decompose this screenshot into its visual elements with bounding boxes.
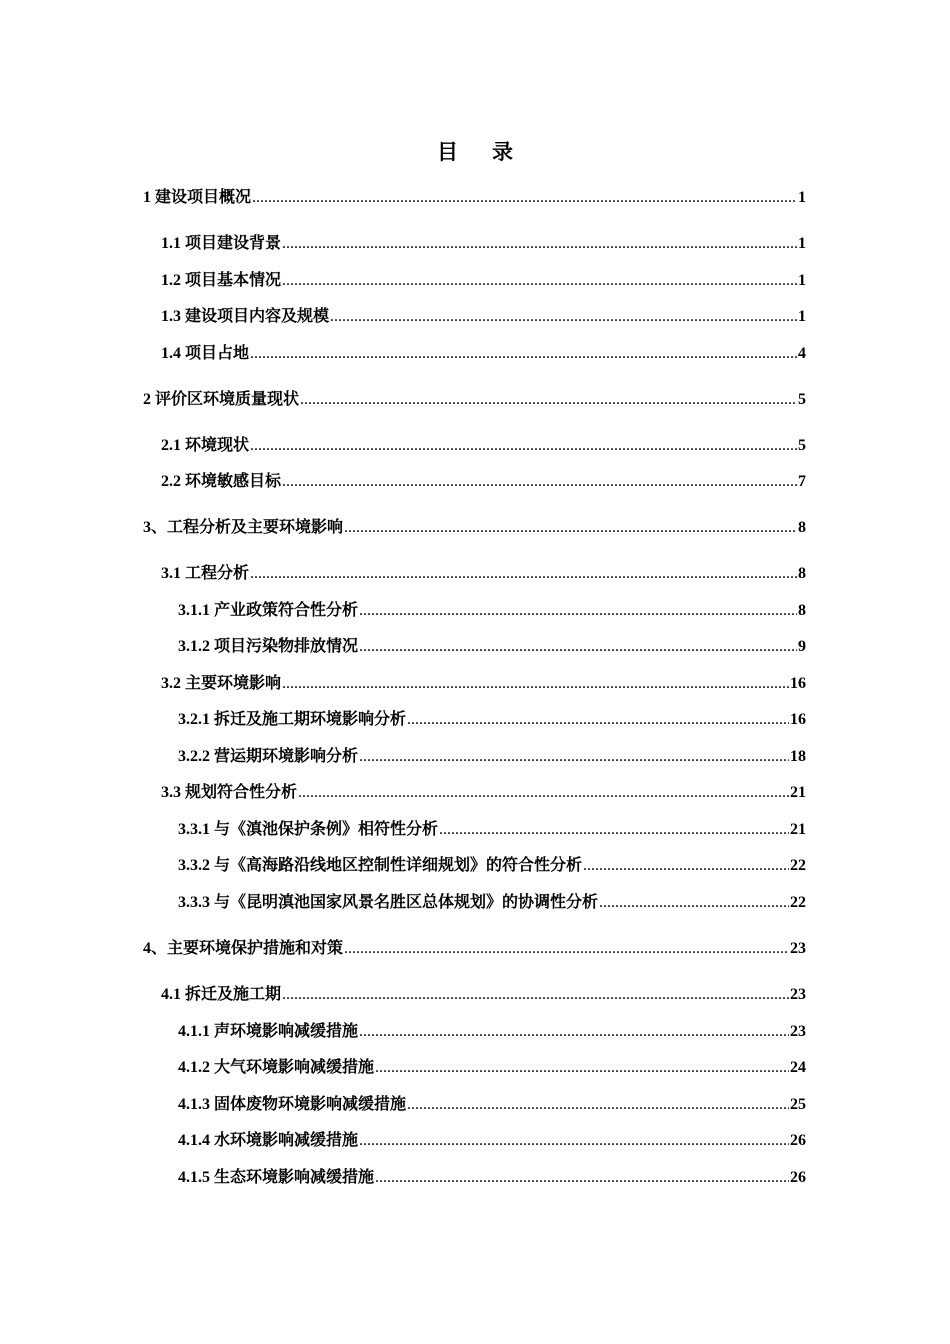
toc-entry-page: 25 [790,1096,806,1113]
dot-leader [407,1095,789,1115]
toc-entry[interactable] [178,816,806,840]
toc-entry-label: 2.2 环境敏感目标 [161,473,282,490]
toc-entry-page: 22 [790,894,806,911]
toc-entry-label: 3.3.3 与《昆明滇池国家风景名胜区总体规划》的协调性分析 [178,894,599,911]
dot-leader [250,344,797,364]
toc-entry-page: 8 [798,565,806,582]
dot-leader [282,472,797,492]
toc-entry[interactable] [178,1054,806,1078]
toc-entry-page: 4 [798,345,806,362]
toc-entry-page: 1 [798,308,806,325]
toc-entry-page: 8 [798,519,806,536]
toc-entry[interactable] [161,340,806,364]
toc-entry[interactable] [178,852,806,876]
toc-entry-page: 23 [790,986,806,1003]
toc-entry-page: 5 [798,391,806,408]
dot-leader [282,234,797,254]
toc-entry-label: 4.1.1 声环境影响减缓措施 [178,1023,359,1040]
toc-entry[interactable] [178,1127,806,1151]
toc-entry[interactable] [178,706,806,730]
toc-entry-page: 24 [790,1059,806,1076]
toc-entry[interactable] [161,560,806,584]
toc-entry[interactable] [161,670,806,694]
toc-entry-page: 8 [798,602,806,619]
toc-entry-label: 4.1.3 固体废物环境影响减缓措施 [178,1096,407,1113]
dot-leader [375,1058,789,1078]
toc-entry-page: 18 [790,748,806,765]
dot-leader [300,390,797,410]
dot-leader [359,1131,789,1151]
toc-entry[interactable] [178,743,806,767]
toc-entry-label: 3.1.2 项目污染物排放情况 [178,638,359,655]
toc-entry-label: 1.1 项目建设背景 [161,235,282,252]
toc-entry-page: 9 [798,638,806,655]
dot-leader [359,747,789,767]
toc-entry[interactable] [161,468,806,492]
toc-entry-label: 3.2.1 拆迁及施工期环境影响分析 [178,711,407,728]
toc-entry-page: 23 [790,940,806,957]
toc-entry-page: 16 [790,675,806,692]
dot-leader [599,893,789,913]
dot-leader [250,564,797,584]
toc-entry[interactable] [178,1091,806,1115]
toc-entry-page: 16 [790,711,806,728]
toc-entry-label: 3.2 主要环境影响 [161,675,282,692]
toc-entry-label: 1.4 项目占地 [161,345,250,362]
toc-entry-page: 26 [790,1169,806,1186]
toc-entry[interactable] [178,889,806,913]
toc-entry-page: 21 [790,784,806,801]
toc-entry-page: 23 [790,1023,806,1040]
toc-entry[interactable] [161,432,806,456]
dot-leader [359,637,797,657]
dot-leader [359,1022,789,1042]
toc-entry-label: 1 建设项目概况 [143,189,252,206]
dot-leader [330,307,797,327]
toc-entry[interactable] [143,184,806,208]
toc-entry-label: 4.1 拆迁及施工期 [161,986,282,1003]
dot-leader [359,601,797,621]
dot-leader [375,1168,789,1188]
toc-entry[interactable] [161,267,806,291]
dot-leader [282,674,789,694]
toc-entry-label: 4.1.5 生态环境影响减缓措施 [178,1169,375,1186]
toc-entry[interactable] [178,1018,806,1042]
dot-leader [252,188,797,208]
toc-entry-page: 1 [798,235,806,252]
toc-entry-label: 3.2.2 营运期环境影响分析 [178,748,359,765]
toc-entry-label: 3.1.1 产业政策符合性分析 [178,602,359,619]
dot-leader [282,985,789,1005]
toc-entry[interactable] [143,514,806,538]
toc-entry-label: 3、工程分析及主要环境影响 [143,519,344,536]
toc-entry-label: 1.3 建设项目内容及规模 [161,308,330,325]
toc-entry[interactable] [161,981,806,1005]
toc-entry-label: 1.2 项目基本情况 [161,272,282,289]
dot-leader [344,518,797,538]
toc-entry-label: 2 评价区环境质量现状 [143,391,300,408]
toc-entry[interactable] [161,230,806,254]
toc-entry-label: 3.1 工程分析 [161,565,250,582]
dot-leader [282,271,797,291]
toc-entry-page: 5 [798,437,806,454]
toc-entry[interactable] [161,779,806,803]
toc-entry-label: 3.3.1 与《滇池保护条例》相符性分析 [178,821,439,838]
dot-leader [250,436,797,456]
dot-leader [344,939,789,959]
toc-entry-page: 21 [790,821,806,838]
toc-entry-page: 22 [790,857,806,874]
toc-entry-label: 3.3 规划符合性分析 [161,784,298,801]
toc-entry-page: 1 [798,189,806,206]
toc-entry[interactable] [161,303,806,327]
toc-entry-label: 2.1 环境现状 [161,437,250,454]
toc-entry-page: 26 [790,1132,806,1149]
dot-leader [407,710,789,730]
toc-entry-label: 4、主要环境保护措施和对策 [143,940,344,957]
dot-leader [298,783,789,803]
toc-entry[interactable] [143,935,806,959]
toc-entry[interactable] [178,1164,806,1188]
dot-leader [583,856,789,876]
toc-entry[interactable] [178,633,806,657]
toc-entry[interactable] [143,386,806,410]
toc-entry-page: 7 [798,473,806,490]
toc-entry-label: 4.1.2 大气环境影响减缓措施 [178,1059,375,1076]
dot-leader [439,820,789,840]
toc-entry-label: 3.3.2 与《高海路沿线地区控制性详细规划》的符合性分析 [178,857,583,874]
toc-entry-label: 4.1.4 水环境影响减缓措施 [178,1132,359,1149]
toc-title: 目录 [437,140,547,164]
toc-entry-page: 1 [798,272,806,289]
toc-entry[interactable] [178,597,806,621]
